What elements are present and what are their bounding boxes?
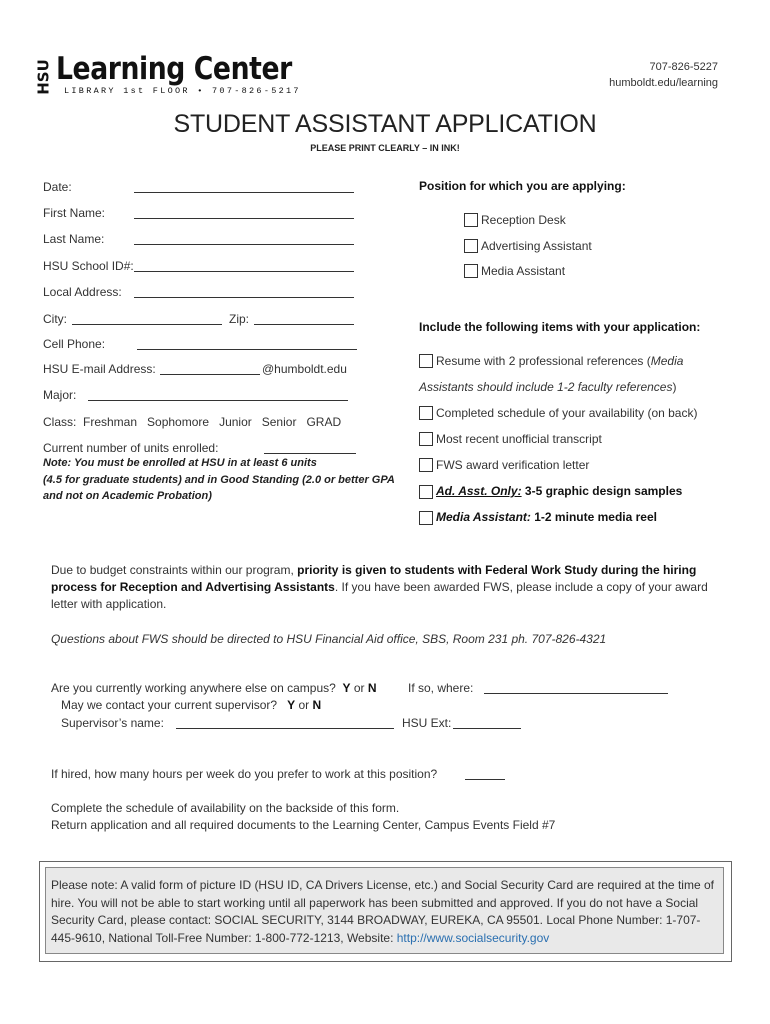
school-id-label: HSU School ID#: — [43, 259, 134, 273]
local-address-label: Local Address: — [43, 285, 122, 299]
checkbox-reception-desk[interactable] — [464, 213, 478, 227]
option-advertising-assistant: Advertising Assistant — [481, 239, 592, 253]
checkbox-resume[interactable] — [419, 354, 433, 368]
email-label: HSU E-mail Address: — [43, 362, 156, 376]
return-application-text: Return application and all required documents to the Learning Center, Campus Events Field #7 — [51, 818, 556, 832]
cell-phone-line[interactable] — [137, 339, 357, 350]
units-label: Current number of units enrolled: — [43, 441, 219, 455]
supervisor-label: Supervisor’s name: — [61, 716, 164, 730]
email-domain: @humboldt.edu — [262, 362, 347, 376]
hsu-logo-mark — [34, 56, 54, 98]
notice-text: Please note: A valid form of picture ID (HSU ID, CA Drivers License, etc.) and Social Security Card are required at the time of hire. You will not be able to start working until all paperwork has been submitted and approved. If you do not have a Social Security Card, please contact: SOCIAL SECURITY, 3144 BROADWAY, EUREKA, CA 95501. Local Phone Number: 1-707-445-9610, National Toll-Free Number: 1-800-772-1213, Website: http://www.socialsecurity.gov — [51, 878, 714, 945]
checkbox-design-samples[interactable] — [419, 485, 433, 499]
units-note-3: and not on Academic Probation) — [43, 490, 212, 502]
major-line[interactable] — [88, 390, 348, 401]
if-so-label: If so, where: — [408, 681, 474, 695]
item-fws-letter: FWS award verification letter — [436, 458, 590, 472]
logo-side-text: HSU — [34, 59, 53, 95]
email-line[interactable] — [160, 364, 260, 375]
item-resume: Resume with 2 professional references (Media — [436, 354, 684, 368]
first-name-label: First Name: — [43, 206, 106, 220]
item-schedule: Completed schedule of your availability (on back) — [436, 406, 698, 420]
zip-line[interactable] — [254, 314, 354, 325]
fws-paragraph: Due to budget constraints within our program, priority is given to students with Federal Work Study during the hiring process for Reception and Advertising Assistants. If you have been awarded FWS, please include a copy of your award letter with application. — [51, 563, 708, 611]
first-name-line[interactable] — [134, 208, 354, 219]
cell-phone-label: Cell Phone: — [43, 337, 106, 351]
checkbox-media-reel[interactable] — [419, 511, 433, 525]
option-reception-desk: Reception Desk — [481, 213, 566, 227]
logo-title: Learning Center — [56, 51, 292, 87]
social-security-link[interactable]: http://www.socialsecurity.gov — [396, 930, 550, 945]
last-name-line[interactable] — [134, 234, 354, 245]
include-heading: Include the following items with your application: — [419, 320, 701, 334]
work-location-line[interactable] — [484, 683, 668, 694]
city-label: City: — [43, 312, 67, 326]
local-address-line[interactable] — [134, 287, 354, 298]
checkbox-schedule[interactable] — [419, 406, 433, 420]
last-name-label: Last Name: — [43, 232, 105, 246]
contact-phone: 707-826-5227 — [649, 61, 718, 73]
ext-label: HSU Ext: — [402, 716, 452, 730]
contact-website: humboldt.edu/learning — [609, 77, 718, 89]
city-line[interactable] — [72, 314, 222, 325]
units-note-2: (4.5 for graduate students) and in Good Standing (2.0 or better GPA — [43, 474, 395, 486]
form-subtitle: PLEASE PRINT CLEARLY – IN INK! — [310, 143, 460, 153]
units-note-1: Note: You must be enrolled at HSU in at least 6 units — [43, 457, 317, 469]
checkbox-transcript[interactable] — [419, 432, 433, 446]
item-design-samples: Ad. Asst. Only: 3-5 graphic design samples — [436, 484, 683, 498]
units-line[interactable] — [264, 443, 356, 454]
logo-subtitle: LIBRARY 1st FLOOR • 707-826-5217 — [64, 86, 301, 96]
option-media-assistant: Media Assistant — [481, 264, 566, 278]
work-question-2: May we contact your current supervisor? Y or N — [61, 698, 322, 712]
form-title: STUDENT ASSISTANT APPLICATION — [173, 110, 597, 138]
zip-label: Zip: — [229, 312, 250, 326]
ext-line[interactable] — [453, 718, 521, 729]
hours-line[interactable] — [465, 769, 505, 780]
checkbox-media-assistant[interactable] — [464, 264, 478, 278]
major-label: Major: — [43, 388, 77, 402]
item-resume-continued: Assistants should include 1-2 faculty references) — [419, 380, 677, 394]
supervisor-line[interactable] — [176, 718, 394, 729]
date-label: Date: — [43, 180, 72, 194]
positions-heading: Position for which you are applying: — [419, 179, 626, 193]
checkbox-fws-letter[interactable] — [419, 458, 433, 472]
school-id-line[interactable] — [134, 261, 354, 272]
work-question-1: Are you currently working anywhere else on campus? Y or N — [51, 681, 377, 695]
class-options: Class: Freshman Sophomore Junior Senior GRAD — [43, 415, 342, 429]
fws-questions: Questions about FWS should be directed to HSU Financial Aid office, SBS, Room 231 ph. 707-826-4321 — [51, 632, 607, 646]
hours-question: If hired, how many hours per week do you prefer to work at this position? — [51, 767, 438, 781]
checkbox-advertising-assistant[interactable] — [464, 239, 478, 253]
complete-schedule-text: Complete the schedule of availability on the backside of this form. — [51, 801, 400, 815]
item-transcript: Most recent unofficial transcript — [436, 432, 602, 446]
item-media-reel: Media Assistant: 1-2 minute media reel — [436, 510, 657, 524]
date-line[interactable] — [134, 182, 354, 193]
